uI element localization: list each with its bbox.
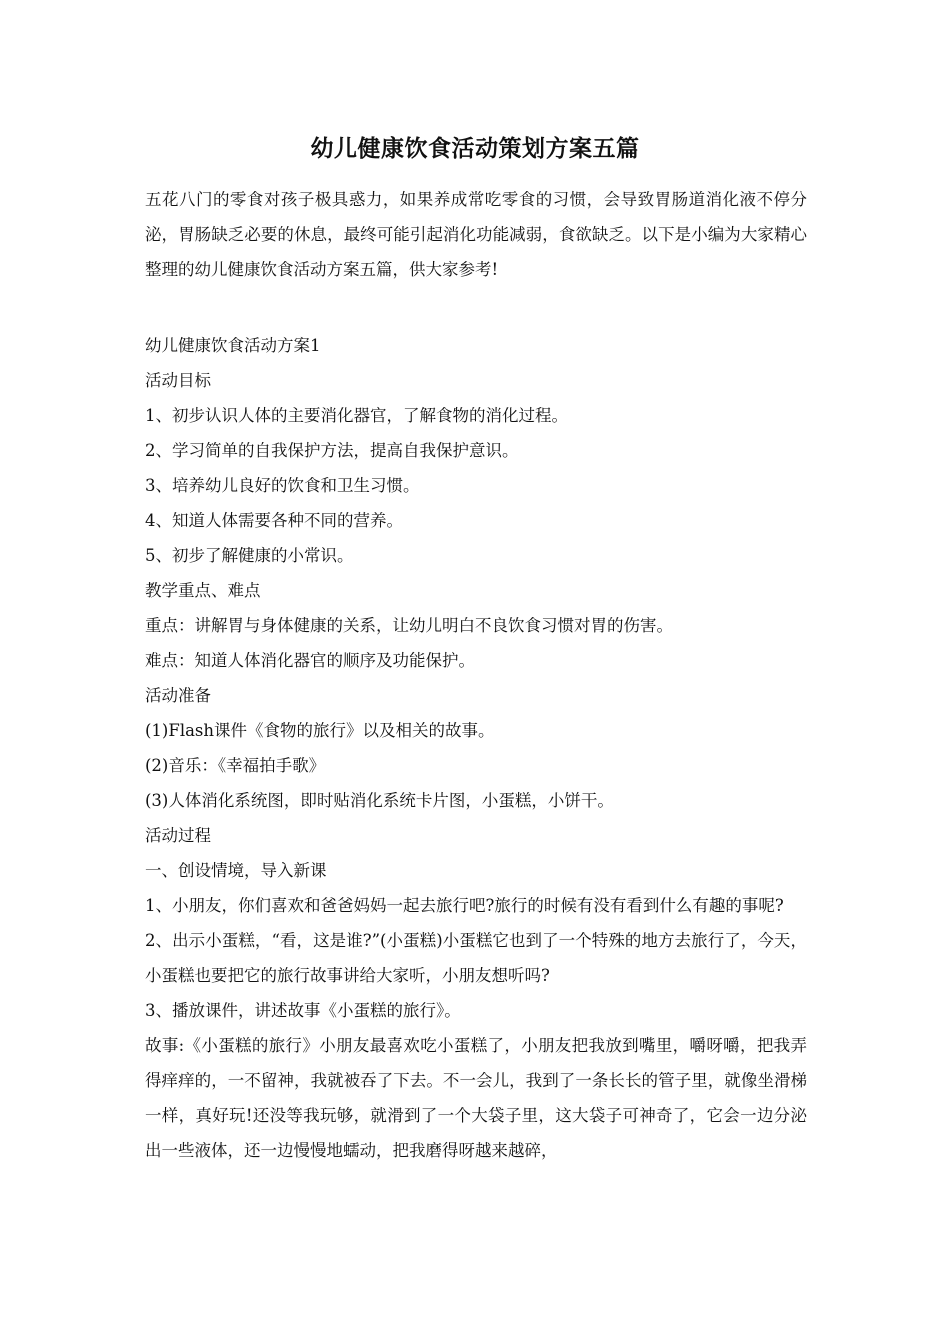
- body-paragraph: (3)人体消化系统图，即时贴消化系统卡片图，小蛋糕，小饼干。: [145, 791, 614, 810]
- body-paragraph: 故事:《小蛋糕的旅行》小朋友最喜欢吃小蛋糕了，小朋友把我放到嘴里，嚼呀嚼，把我弄得痒痒的，一不留神，我就被吞了下去。不一会儿，我到了一条长长的管子里，就像坐滑梯一样，真好玩!还没等我玩够，就滑到了一个大袋子里，这大袋子可神奇了，它会一边分泌出一些液体，还一边慢慢地蠕动，把我磨得呀越来越碎，: [145, 1036, 807, 1160]
- body-paragraph: 重点：讲解胃与身体健康的关系，让幼儿明白不良饮食习惯对胃的伤害。: [145, 616, 673, 635]
- body-paragraph: 教学重点、难点: [145, 581, 261, 600]
- body-paragraph: 活动目标: [145, 371, 211, 390]
- body-paragraph: 2、出示小蛋糕，“看，这是谁?”(小蛋糕)小蛋糕它也到了一个特殊的地方去旅行了，今天，小蛋糕也要把它的旅行故事讲给大家听，小朋友想听吗?: [145, 931, 807, 985]
- body-paragraph: 5、初步了解健康的小常识。: [145, 546, 354, 565]
- body-paragraph: 1、初步认识人体的主要消化器官，了解食物的消化过程。: [145, 406, 568, 425]
- document-title: 幼儿健康饮食活动策划方案五篇: [310, 135, 640, 162]
- document-body: [145, 328, 807, 1168]
- body-paragraph: 一、创设情境，导入新课: [145, 861, 327, 880]
- intro-section: [145, 182, 807, 287]
- body-paragraph: (2)音乐：《幸福拍手歌》: [145, 756, 326, 775]
- body-paragraph: 幼儿健康饮食活动方案1: [145, 336, 321, 355]
- body-paragraph: 3、播放课件，讲述故事《小蛋糕的旅行》。: [145, 1001, 461, 1020]
- intro-paragraph: 五花八门的零食对孩子极具惑力，如果养成常吃零食的习惯，会导致胃肠道消化液不停分泌，胃肠缺乏必要的休息，最终可能引起消化功能减弱，食欲缺乏。以下是小编为大家精心整理的幼儿健康饮食活动方案五篇，供大家参考!: [145, 190, 807, 279]
- body-paragraph: 4、知道人体需要各种不同的营养。: [145, 511, 403, 530]
- body-paragraph: 2、学习简单的自我保护方法，提高自我保护意识。: [145, 441, 519, 460]
- body-paragraph: 活动过程: [145, 826, 211, 845]
- body-paragraph: 难点：知道人体消化器官的顺序及功能保护。: [145, 651, 475, 670]
- body-paragraph: 活动准备: [145, 686, 211, 705]
- body-paragraph: 3、培养幼儿良好的饮食和卫生习惯。: [145, 476, 420, 495]
- body-paragraph: (1)Flash课件《食物的旅行》以及相关的故事。: [145, 721, 495, 740]
- body-paragraph: 1、小朋友，你们喜欢和爸爸妈妈一起去旅行吧?旅行的时候有没有看到什么有趣的事呢?: [145, 896, 784, 915]
